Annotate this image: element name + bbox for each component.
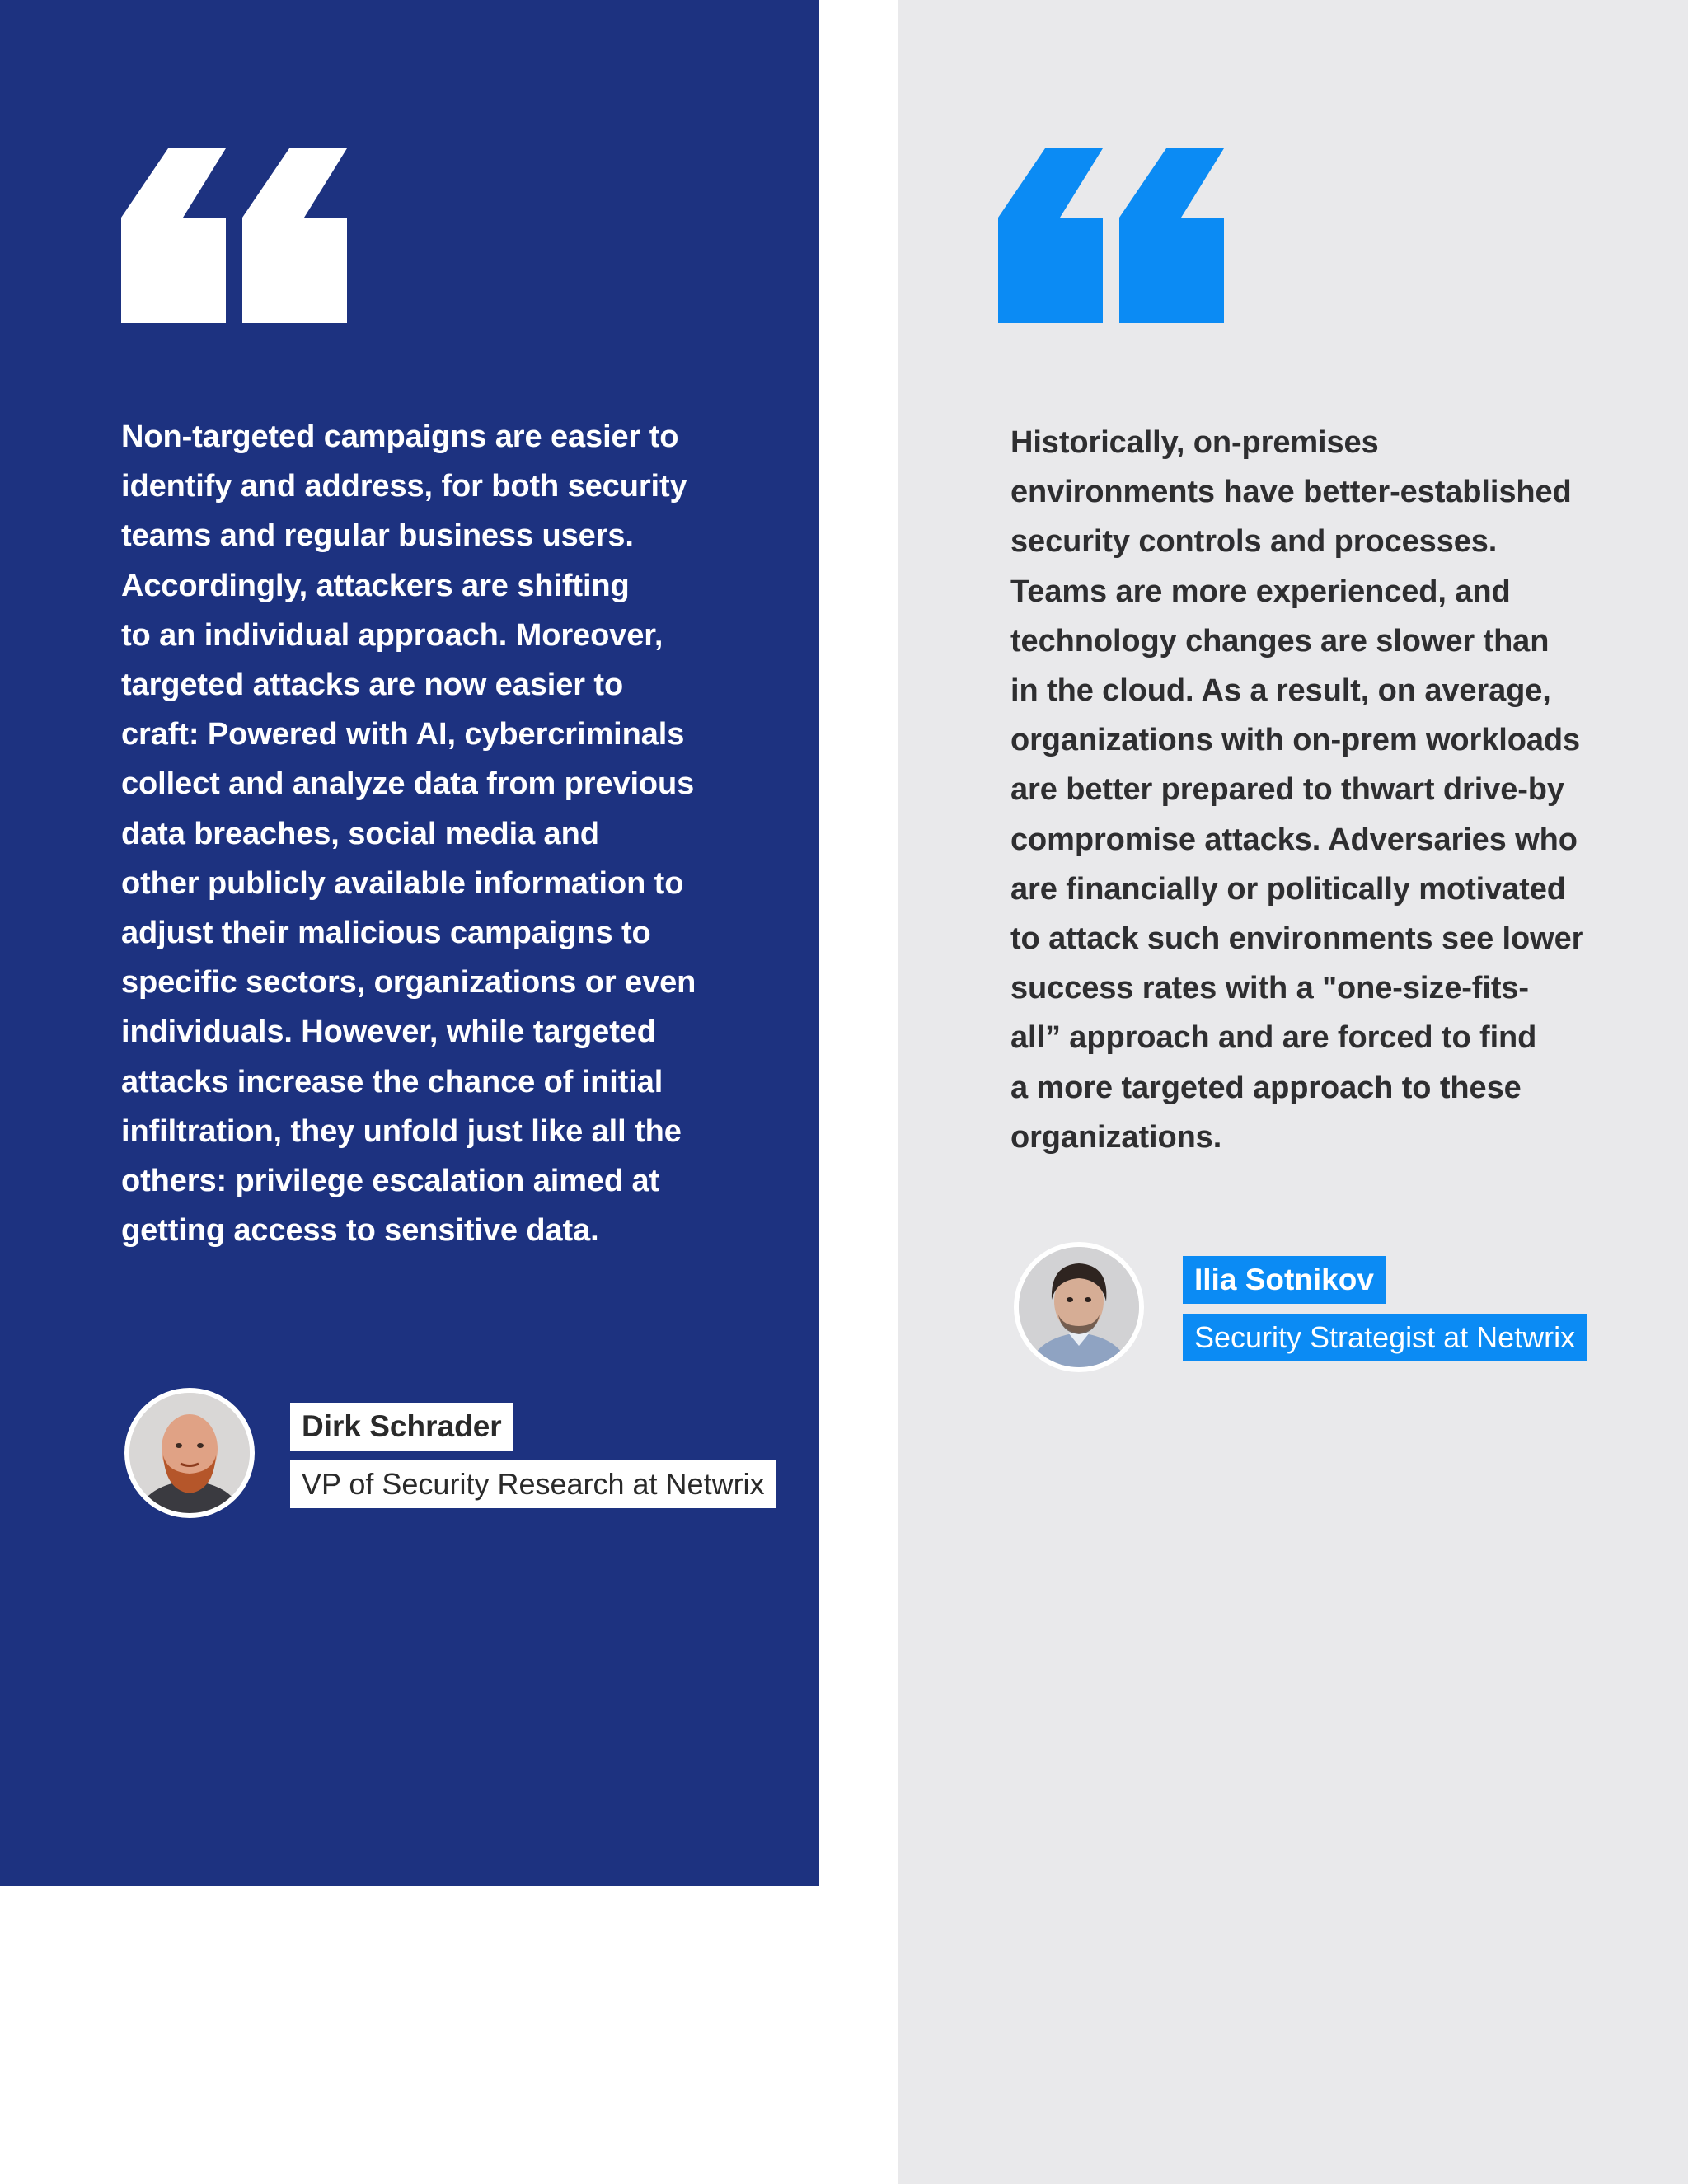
author-title-dirk: VP of Security Research at Netwrix bbox=[290, 1460, 776, 1508]
author-name-dirk: Dirk Schrader bbox=[290, 1403, 513, 1451]
author-name-ilia: Ilia Sotnikov bbox=[1183, 1256, 1386, 1304]
avatar-ilia-sotnikov bbox=[1014, 1242, 1144, 1372]
author-title-ilia: Security Strategist at Netwrix bbox=[1183, 1314, 1587, 1361]
right-quote-text: Historically, on-premises environments have better-established security controls and processes. Teams are more experienced, and technology changes are slower than in the cloud. As a result, on average, organizations with on-prem workloads are better prepared to thwart drive-by compromise attacks. Adversaries who are financially or politically motivated to attack such environments see lower success rates with a "one-size-fits- all” approach and are forced to find a more targeted approach to these organizations. bbox=[1010, 425, 1584, 1155]
quote-open-icon bbox=[121, 148, 347, 323]
left-quote-text: Non-targeted campaigns are easier to identify and address, for both security teams and regular business users. Accordingly, attackers are shifting to an individual approach. Moreover, targeted attacks are now easier to craft: Powered with AI, cybercriminals collect and analyze data from previous data breaches, social media and other publicly available information to adjust their malicious campaigns to specific sectors, organizations or even individuals. However, while targeted attacks increase the chance of initial infiltration, they unfold just like all the others: privilege escalation aimed at getting access to sensitive data. bbox=[121, 419, 696, 1249]
avatar-dirk-schrader bbox=[124, 1388, 255, 1518]
quote-open-icon bbox=[998, 148, 1224, 323]
